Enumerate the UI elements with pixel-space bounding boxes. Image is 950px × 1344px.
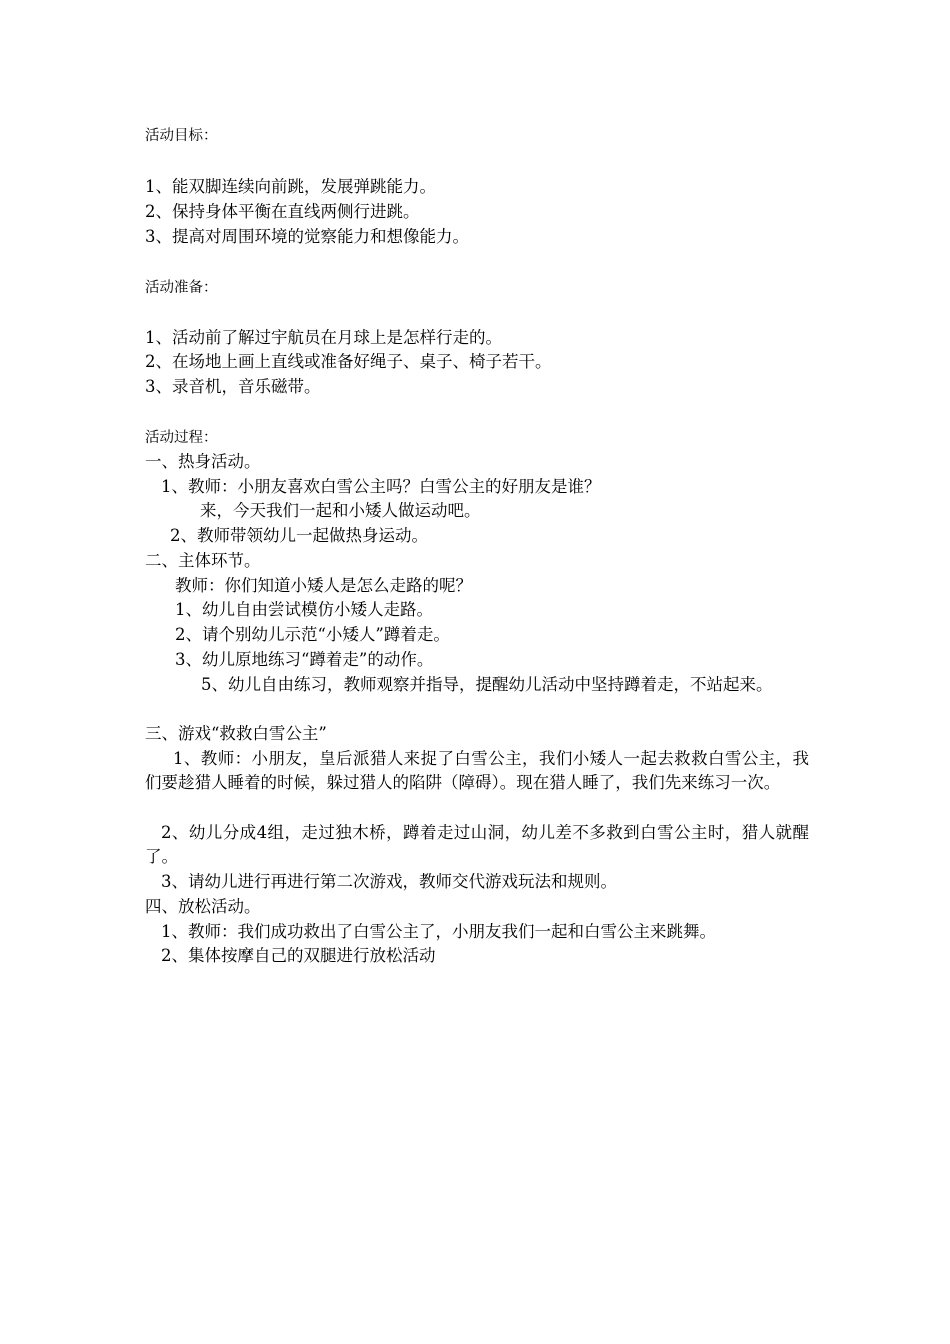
main-item-2: 2、请个别幼儿示范“小矮人”蹲着走。 [175, 625, 450, 644]
process-heading: 活动过程： [145, 430, 218, 446]
preparation-item-3: 3、录音机，音乐磁带。 [145, 377, 321, 396]
preparation-item-1: 1、活动前了解过宇航员在月球上是怎样行走的。 [145, 328, 502, 347]
warmup-title: 一、热身活动。 [145, 452, 261, 471]
main-item-3: 3、幼儿原地练习“蹲着走”的动作。 [175, 650, 434, 669]
warmup-item-2: 2、教师带领幼儿一起做热身运动。 [170, 526, 428, 545]
warmup-item-1-continued: 来，今天我们一起和小矮人做运动吧。 [200, 501, 481, 520]
relax-item-1: 1、教师：我们成功救出了白雪公主了，小朋友我们一起和白雪公主来跳舞。 [161, 922, 716, 941]
preparation-item-2: 2、在场地上画上直线或准备好绳子、桌子、椅子若干。 [145, 352, 552, 371]
relax-title: 四、放松活动。 [145, 897, 261, 916]
main-item-5: 5、幼儿自由练习，教师观察并指导，提醒幼儿活动中坚持蹲着走，不站起来。 [201, 675, 773, 694]
warmup-item-1: 1、教师：小朋友喜欢白雪公主吗？白雪公主的好朋友是谁？ [161, 477, 601, 496]
main-intro: 教师：你们知道小矮人是怎么走路的呢？ [175, 576, 472, 595]
relax-item-2: 2、集体按摩自己的双腿进行放松活动 [161, 946, 436, 965]
main-item-1: 1、幼儿自由尝试模仿小矮人走路。 [175, 600, 433, 619]
game-item-3: 3、请幼儿进行再进行第二次游戏，教师交代游戏玩法和规则。 [161, 872, 617, 891]
objective-item-2: 2、保持身体平衡在直线两侧行进跳。 [145, 202, 420, 221]
game-title: 三、游戏“救救白雪公主” [145, 724, 327, 743]
objective-item-3: 3、提高对周围环境的觉察能力和想像能力。 [145, 227, 469, 246]
game-item-1: 1、教师：小朋友，皇后派猎人来捉了白雪公主，我们小矮人一起去救救白雪公主，我们要趁猎人睡着的时候，躲过猎人的陷阱（障碍）。现在猎人睡了，我们先来练习一次。 [145, 749, 809, 792]
game-item-2: 2、幼儿分成4组，走过独木桥，蹲着走过山洞，幼儿差不多救到白雪公主时，猎人就醒了。 [145, 823, 809, 866]
main-section-title: 二、主体环节。 [145, 551, 261, 570]
objectives-heading: 活动目标： [145, 128, 218, 144]
preparation-heading: 活动准备： [145, 280, 218, 296]
objective-item-1: 1、能双脚连续向前跳，发展弹跳能力。 [145, 177, 436, 196]
